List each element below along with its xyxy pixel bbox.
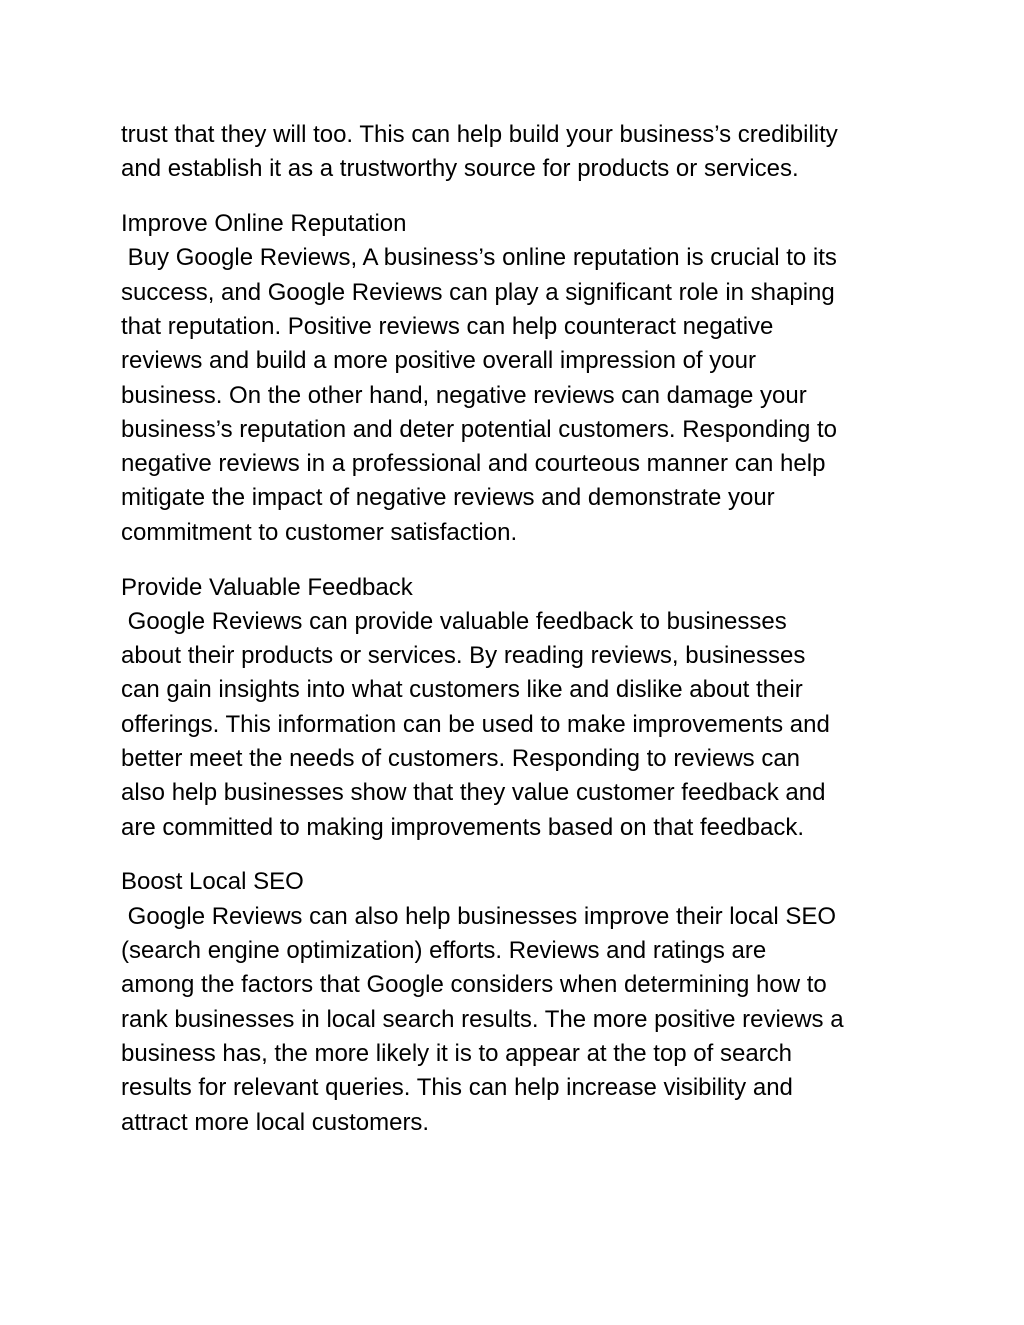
- paragraph-line: among the factors that Google considers when determining how to: [121, 971, 827, 999]
- paragraph-line: Google Reviews can also help businesses improve their local SEO: [121, 902, 837, 930]
- paragraph-line: offerings. This information can be used to make improvements and: [121, 710, 830, 738]
- paragraph-line: attract more local customers.: [121, 1108, 430, 1136]
- section-boost-local-seo: [121, 865, 921, 1139]
- paragraph-line: negative reviews in a professional and courteous manner can help: [121, 450, 826, 478]
- paragraph-line: are committed to making improvements based on that feedback.: [121, 813, 805, 841]
- paragraph-line: business’s reputation and deter potential customers. Responding to: [121, 415, 838, 443]
- paragraph-line: business. On the other hand, negative reviews can damage your: [121, 381, 807, 409]
- paragraph-line: reviews and build a more positive overall impression of your: [121, 347, 756, 375]
- paragraph-line: about their products or services. By reading reviews, businesses: [121, 642, 806, 670]
- paragraph-line: Google Reviews can provide valuable feedback to businesses: [121, 607, 787, 635]
- paragraph-line: mitigate the impact of negative reviews and demonstrate your: [121, 484, 775, 512]
- paragraph-line: trust that they will too. This can help build your business’s credibility: [121, 121, 838, 148]
- paragraph-line: (search engine optimization) efforts. Reviews and ratings are: [121, 937, 767, 965]
- paragraph-line: commitment to customer satisfaction.: [121, 518, 518, 546]
- paragraph-line: results for relevant queries. This can help increase visibility and: [121, 1074, 793, 1102]
- paragraph-line: business has, the more likely it is to appear at the top of search: [121, 1039, 793, 1067]
- document-page: [121, 118, 921, 1140]
- paragraph-line: rank businesses in local search results. The more positive reviews a: [121, 1005, 844, 1033]
- section-heading: Boost Local SEO: [121, 868, 304, 896]
- paragraph-line: better meet the needs of customers. Responding to reviews can: [121, 745, 801, 773]
- intro-paragraph: [121, 118, 921, 187]
- paragraph-line: and establish it as a trustworthy source for products or services.: [121, 155, 799, 183]
- section-heading: Provide Valuable Feedback: [121, 573, 413, 601]
- paragraph-line: can gain insights into what customers like and dislike about their: [121, 676, 803, 704]
- paragraph-line: also help businesses show that they value customer feedback and: [121, 779, 826, 807]
- section-provide-valuable-feedback: [121, 571, 921, 845]
- paragraph-line: Buy Google Reviews, A business’s online reputation is crucial to its: [121, 244, 837, 272]
- section-improve-online-reputation: [121, 207, 921, 550]
- section-heading: Improve Online Reputation: [121, 210, 407, 238]
- paragraph-line: that reputation. Positive reviews can help counteract negative: [121, 312, 774, 340]
- paragraph-line: success, and Google Reviews can play a significant role in shaping: [121, 278, 835, 306]
